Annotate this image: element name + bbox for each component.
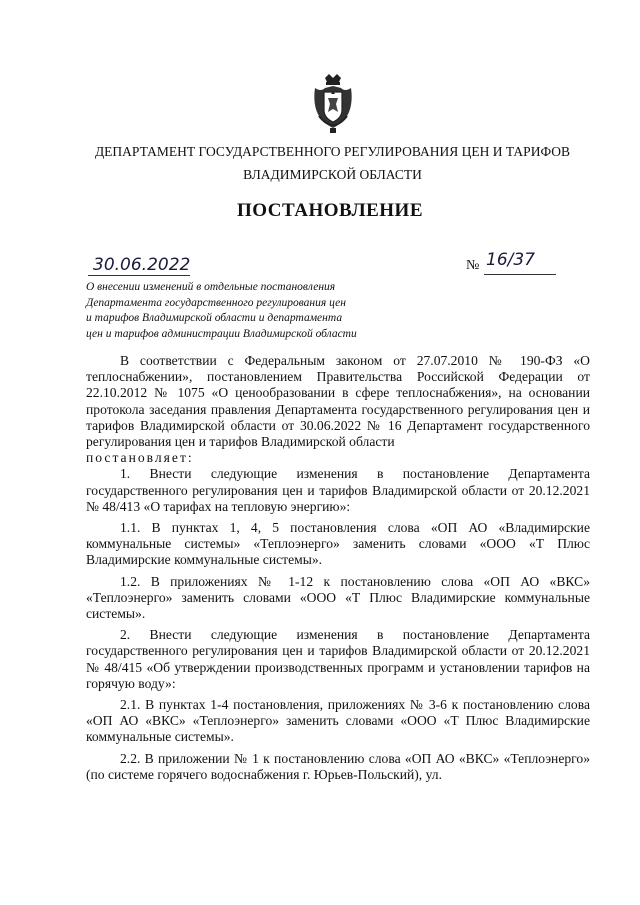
- subject-line: и тарифов Владимирской области и департамента: [86, 312, 343, 324]
- document-subject: [86, 280, 386, 342]
- subject-line: Департамента государственного регулирования цен: [86, 296, 346, 309]
- document-date: 30.06.2022: [93, 255, 191, 275]
- paragraph-1: 1. Внести следующие изменения в постановление Департамента государственного регулирования цен и тарифов Владимирской области от 20.12.2021 № 48/413 «О тарифах на тепловую энергию»:: [86, 466, 590, 514]
- paragraph-1-1: 1.1. В пунктах 1, 4, 5 постановления слова «ОП АО «Владимирские коммунальные системы» «Теплоэнерго» заменить словами «ООО «Т Плюс Владимирские коммунальные системы».: [86, 520, 590, 568]
- paragraph-1-2: 1.2. В приложениях № 1-12 к постановлению слова «ОП АО «ВКС» «Теплоэнерго» заменить словами «ООО «Т Плюс Владимирские коммунальные системы».: [86, 573, 590, 622]
- paragraph-2-1: 2.1. В пунктах 1-4 постановления, приложениях № 3-6 к постановлению слова «ОП АО «ВКС» «Теплоэнерго» заменить словами «ООО «Т Плюс Владимирские коммунальные системы».: [86, 697, 590, 745]
- document-body: [86, 353, 590, 783]
- date-underline: [88, 275, 190, 276]
- subject-line: О внесении изменений в отдельные постановления: [86, 281, 336, 293]
- department-name-line2: ВЛАДИМИРСКОЙ ОБЛАСТИ: [243, 167, 422, 182]
- document-title: ПОСТАНОВЛЕНИЕ: [236, 200, 424, 221]
- number-label: №: [466, 258, 480, 273]
- number-underline: [484, 274, 556, 275]
- resolves-line: постановляет:: [86, 450, 194, 466]
- coat-of-arms-emblem: [311, 72, 355, 136]
- document-number: 16/37: [486, 250, 535, 270]
- paragraph-2-2: 2.2. В приложении № 1 к постановлению слова «ОП АО «ВКС» «Теплоэнерго» (по системе горячего водоснабжения г. Юрьев-Польский), ул.: [86, 750, 590, 782]
- preamble-paragraph: В соответствии с Федеральным законом от 27.07.2010 № 190-ФЗ «О теплоснабжении», постановлением Правительства Российской Федерации от 22.10.2012 № 1075 «О ценообразовании в сфере теплоснабжения», на основании протокола заседания правления Департамента государственного регулирования цен и тарифов Владимирской области от 30.06.2022 № 16 Департамент государственного регулирования цен и тарифов Владимирской области: [86, 353, 590, 450]
- paragraph-2: 2. Внести следующие изменения в постановление Департамента государственного регулирования цен и тарифов Владимирской области от 20.12.2021 № 48/415 «Об утверждении производственных программ и установлении тарифов на горячую воду»:: [86, 627, 590, 691]
- department-name-line1: ДЕПАРТАМЕНТ ГОСУДАРСТВЕННОГО РЕГУЛИРОВАНИЯ ЦЕН И ТАРИФОВ: [94, 144, 571, 159]
- subject-line: цен и тарифов администрации Владимирской области: [86, 327, 357, 340]
